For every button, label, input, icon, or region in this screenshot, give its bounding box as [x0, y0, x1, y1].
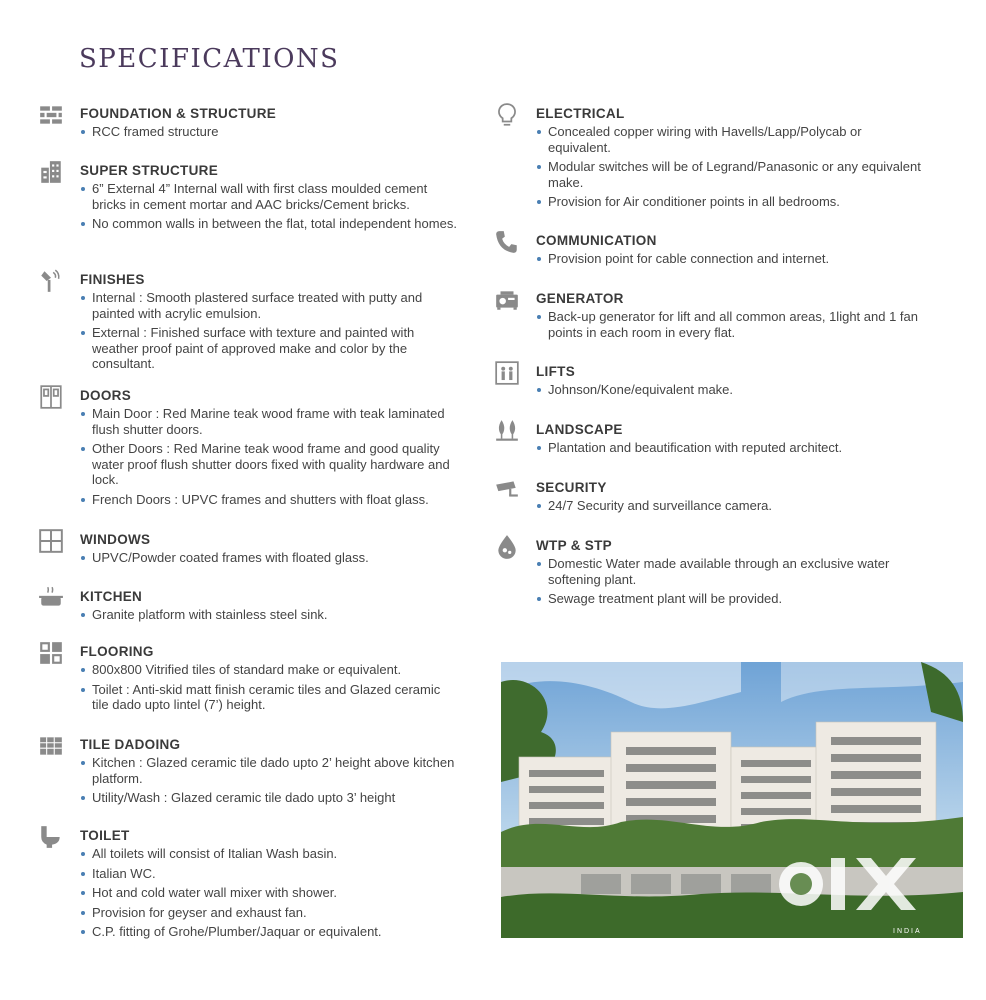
- spec-item: Other Doors : Red Marine teak wood frame and good quality water proof flush shutter doors fixed with quality hardware and lock.: [80, 441, 460, 488]
- watermark-sub: INDIA: [893, 928, 922, 935]
- section-heading: ELECTRICAL: [536, 106, 625, 121]
- spec-list: [536, 309, 926, 340]
- spec-list: [80, 124, 460, 140]
- spec-item: All toilets will consist of Italian Wash basin.: [80, 846, 460, 862]
- spec-list: [536, 124, 926, 210]
- section-foundation-and-structure: [80, 106, 460, 144]
- section-heading: FOUNDATION & STRUCTURE: [80, 106, 277, 121]
- building-photo: [501, 662, 963, 938]
- section-landscape: [536, 422, 926, 460]
- section-heading: TOILET: [80, 828, 130, 843]
- section-flooring: [80, 644, 460, 717]
- section-windows: [80, 532, 460, 570]
- section-heading: LIFTS: [536, 364, 575, 379]
- spec-list: [80, 607, 460, 623]
- tiles-icon: [38, 640, 64, 666]
- spec-list: [80, 755, 460, 806]
- section-heading: FLOORING: [80, 644, 154, 659]
- spec-list: [536, 251, 926, 267]
- section-electrical: [536, 106, 926, 214]
- spec-item: Domestic Water made available through an exclusive water softening plant.: [536, 556, 926, 587]
- spec-item: Main Door : Red Marine teak wood frame with teak laminated flush shutter doors.: [80, 406, 460, 437]
- section-heading: TILE DADOING: [80, 737, 181, 752]
- section-super-structure: [80, 163, 460, 236]
- section-heading: SUPER STRUCTURE: [80, 163, 219, 178]
- section-tile-dadoing: [80, 737, 460, 810]
- spec-item: Back-up generator for lift and all common areas, 1light and 1 fan points in each room in every flat.: [536, 309, 926, 340]
- section-security: [536, 480, 926, 518]
- spec-item: Toilet : Anti-skid matt finish ceramic tiles and Glazed ceramic tile dado upto lintel (7’) height.: [80, 682, 460, 713]
- section-heading: DOORS: [80, 388, 132, 403]
- spec-item: 800x800 Vitrified tiles of standard make or equivalent.: [80, 662, 460, 678]
- section-heading: KITCHEN: [80, 589, 143, 604]
- tile-wall-icon: [38, 733, 64, 759]
- section-generator: [536, 291, 926, 344]
- section-heading: COMMUNICATION: [536, 233, 657, 248]
- door-icon: [38, 384, 64, 410]
- generator-icon: [494, 287, 520, 313]
- spec-item: Provision for Air conditioner points in all bedrooms.: [536, 194, 926, 210]
- spec-item: Sewage treatment plant will be provided.: [536, 591, 926, 607]
- section-doors: [80, 388, 460, 511]
- section-lifts: [536, 364, 926, 402]
- spec-item: 24/7 Security and surveillance camera.: [536, 498, 926, 514]
- spec-list: [536, 382, 926, 398]
- page-title: SPECIFICATIONS: [79, 44, 340, 74]
- section-heading: FINISHES: [80, 272, 145, 287]
- spec-item: Italian WC.: [80, 866, 460, 882]
- spec-item: Internal : Smooth plastered surface treated with putty and painted with acrylic emulsion.: [80, 290, 460, 321]
- spec-item: External : Finished surface with texture and painted with weather proof paint of approved make and color by the consultant.: [80, 325, 460, 372]
- section-wtp-and-stp: [536, 538, 926, 611]
- section-heading: WINDOWS: [80, 532, 151, 547]
- section-communication: [536, 233, 926, 271]
- window-icon: [38, 528, 64, 554]
- section-heading: SECURITY: [536, 480, 607, 495]
- paint-roller-icon: [38, 268, 64, 294]
- section-toilet: [80, 828, 460, 944]
- spec-item: Modular switches will be of Legrand/Panasonic or any equivalent make.: [536, 159, 926, 190]
- section-heading: LANDSCAPE: [536, 422, 623, 437]
- spec-list: [80, 406, 460, 507]
- light-bulb-icon: [494, 102, 520, 128]
- spec-list: [80, 181, 460, 232]
- spec-item: Utility/Wash : Glazed ceramic tile dado upto 3’ height: [80, 790, 460, 806]
- spec-item: Hot and cold water wall mixer with shower.: [80, 885, 460, 901]
- spec-item: Provision for geyser and exhaust fan.: [80, 905, 460, 921]
- spec-list: [80, 550, 460, 566]
- section-kitchen: [80, 589, 460, 627]
- toilet-icon: [38, 824, 64, 850]
- section-finishes: [80, 272, 460, 376]
- section-heading: WTP & STP: [536, 538, 612, 553]
- spec-item: Johnson/Kone/equivalent make.: [536, 382, 926, 398]
- section-heading: GENERATOR: [536, 291, 624, 306]
- spec-list: [80, 846, 460, 940]
- spec-item: UPVC/Powder coated frames with floated glass.: [80, 550, 460, 566]
- building-icon: [38, 159, 64, 185]
- spec-item: RCC framed structure: [80, 124, 460, 140]
- spec-item: Granite platform with stainless steel sink.: [80, 607, 460, 623]
- elevator-icon: [494, 360, 520, 386]
- plant-icon: [494, 418, 520, 444]
- spec-list: [536, 556, 926, 607]
- brick-wall-icon: [38, 102, 64, 128]
- spec-list: [536, 440, 926, 456]
- spec-list: [536, 498, 926, 514]
- spec-item: C.P. fitting of Grohe/Plumber/Jaquar or equivalent.: [80, 924, 460, 940]
- spec-item: Plantation and beautification with reputed architect.: [536, 440, 926, 456]
- phone-icon: [494, 229, 520, 255]
- cctv-camera-icon: [494, 476, 520, 502]
- spec-item: French Doors : UPVC frames and shutters with float glass.: [80, 492, 460, 508]
- spec-item: 6” External 4” Internal wall with first class moulded cement bricks in cement mortar and AAC bricks/Cement bricks.: [80, 181, 460, 212]
- spec-item: Kitchen : Glazed ceramic tile dado upto 2’ height above kitchen platform.: [80, 755, 460, 786]
- water-drop-icon: [494, 534, 520, 560]
- spec-list: [80, 662, 460, 713]
- cooking-pot-icon: [38, 585, 64, 611]
- spec-list: [80, 290, 460, 372]
- spec-item: Provision point for cable connection and internet.: [536, 251, 926, 267]
- spec-item: No common walls in between the flat, total independent homes.: [80, 216, 460, 232]
- spec-item: Concealed copper wiring with Havells/Lapp/Polycab or equivalent.: [536, 124, 926, 155]
